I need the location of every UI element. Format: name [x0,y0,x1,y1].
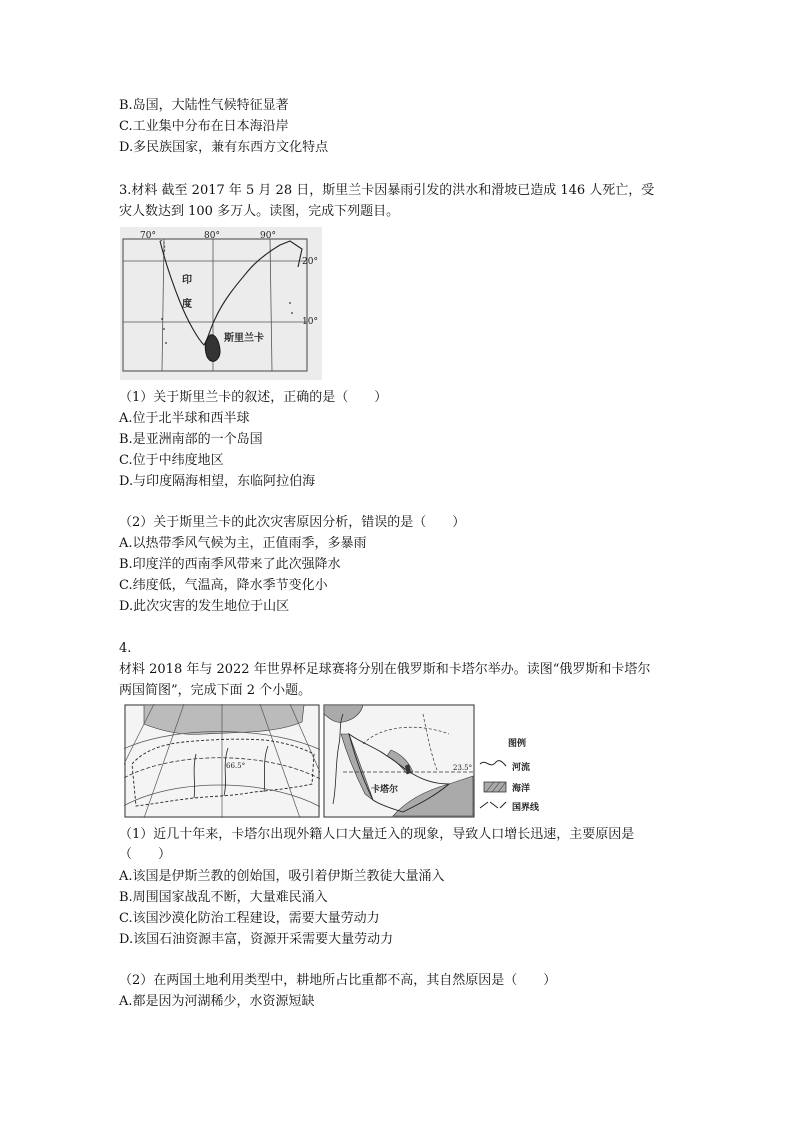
legend-title: 图例 [508,739,527,749]
q4-sub2-stem: （2）在两国土地利用类型中，耕地所占比重都不高，其自然原因是（ ） [119,973,557,988]
lat-label-20: 20° [302,257,318,267]
q4-intro-line1: 材料 2018 年与 2022 年世界杯足球赛将分别在俄罗斯和卡塔尔举办。读图“俄罗斯和卡塔尔 [119,662,651,677]
q4-sub2-option-a: A.都是因为河湖稀少，水资源短缺 [119,994,315,1009]
q3-sub1-option-b: B.是亚洲南部的一个岛国 [119,432,263,447]
q3-sub2-option-c: C.纬度低，气温高，降水季节变化小 [119,578,328,593]
arctic-circle-label: 66.5° [226,762,246,770]
river-symbol-icon [480,761,506,766]
q4-sub1-option-c: C.该国沙漠化防治工程建设，需要大量劳动力 [119,911,380,926]
legend-ocean: 海洋 [512,784,531,794]
russia-map [124,704,320,818]
q4-sub1-stem-bracket: （ ） [119,847,172,862]
q3-sub1-option-d: D.与印度隔海相望，东临阿拉伯海 [119,474,316,489]
lon-label-90: 90° [260,231,276,241]
legend-border: 国界线 [512,803,540,813]
q3-sub2-option-b: B.印度洋的西南季风带来了此次强降水 [119,557,341,572]
lat-label-10: 10° [302,317,318,327]
island-dot [291,312,293,314]
q3-sub1-option-c: C.位于中纬度地区 [119,453,224,468]
q3-intro-line2: 灾人数达到 100 多万人。读图，完成下列题目。 [119,204,400,219]
q2-option-c: C.工业集中分布在日本海沿岸 [119,119,289,134]
map-legend [478,730,550,814]
q4-sub1-stem: （1）近几十年来，卡塔尔出现外籍人口大量迁入的现象，导致人口增长迅速，主要原因是 [119,827,635,842]
q4-sub1-option-a: A.该国是伊斯兰教的创始国，吸引着伊斯兰教徒大量涌入 [119,869,445,884]
q3-sub1-stem: （1）关于斯里兰卡的叙述，正确的是（ ） [119,390,388,405]
q2-option-b: B.岛国，大陆性气候特征显著 [119,98,289,113]
qatar-map [323,704,475,818]
q3-sub1-option-a: A.位于北半球和西半球 [119,411,250,426]
q3-sub2-stem: （2）关于斯里兰卡的此次灾害原因分析，错误的是（ ） [119,515,466,530]
island-dot [161,318,163,320]
label-india-2: 度 [182,299,192,310]
island-dot [165,342,167,344]
q3-sub2-option-d: D.此次灾害的发生地位于山区 [119,599,290,614]
q3-sub2-option-a: A.以热带季风气候为主，正值雨季，多暴雨 [119,536,367,551]
south-asia-map [120,227,322,380]
lon-label-80: 80° [204,231,220,241]
tropic-label: 23.5° [453,764,473,772]
border-symbol-icon [480,802,506,808]
label-sri-lanka: 斯里兰卡 [224,333,264,344]
legend-river: 河流 [512,763,531,773]
lon-label-70: 70° [140,231,156,241]
label-india-1: 印 [182,275,192,286]
q2-option-d: D.多民族国家，兼有东西方文化特点 [119,140,329,155]
island-dot [289,302,291,304]
island-dot [163,328,165,330]
q4-sub1-option-b: B.周围国家战乱不断，大量难民涌入 [119,890,328,905]
q3-intro-line1: 3.材料 截至 2017 年 5 月 28 日，斯里兰卡因暴雨引发的洪水和滑坡已造成 146 人死亡，受 [119,183,655,198]
q4-number: 4. [119,641,132,656]
q4-sub1-option-d: D.该国石油资源丰富，资源开采需要大量劳动力 [119,932,394,947]
label-qatar: 卡塔尔 [371,785,399,795]
q4-intro-line2: 两国简图”，完成下面 2 个小题。 [119,683,312,698]
